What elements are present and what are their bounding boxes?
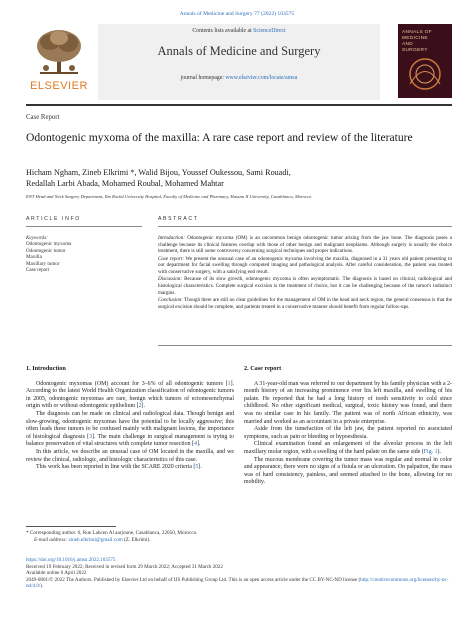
contents-line [98,28,380,34]
license-text: 2049-0801/© 2022 The Authors. Published by Elsevier Ltd on behalf of IJS Publishing Group Ltd. This is an open access article under the CC BY-NC-ND license (http://creativecommons.org/licenses/by-nc-nd/4.0/). [26,576,449,590]
header-divider [26,104,452,106]
footnote-divider [26,526,116,527]
citation-link[interactable]: 2 [138,403,142,410]
authors-line: Redallah Larbi Abada, Mohamed Roubal, Mohamed Mahtar [26,179,224,188]
case-report-section [244,365,452,487]
authors-line: Hicham Ngham, Zineb Elkrimi *, Walid Bijou, Youssef Oukessou, Sami Rouadi, [26,168,291,177]
doi-link[interactable]: https://doi.org/10.1016/j.amsu.2022.103575 [26,557,116,563]
available-online: Available online 6 April 2022 [26,570,87,577]
paragraph: This work has been reported in line with the SCARE 2020 criteria [5]. [36,464,202,471]
sciencedirect-link[interactable]: ScienceDirect [253,28,286,34]
email-line: E-mail address: zineb.elkrimi@gmail.com (Z. Elkrimi). [34,536,151,543]
received-dates: Received 19 February 2022; Received in revised form 29 March 2022; Accepted 31 March 2022 [26,563,223,570]
abstract-conclusion [158,297,452,310]
paragraph: Aside from the tumefaction of the left jaw, the patient reported no associated symptoms, such as pain or bleeding or hypoesthesia. [244,426,452,440]
article-info-heading: ARTICLE INFO [26,216,81,222]
elsevier-logo [26,24,92,100]
publisher-name: ELSEVIER [30,80,88,92]
masthead [26,24,452,102]
cover-art-icon [404,54,446,94]
journal-title: Annals of Medicine and Surgery [157,44,321,58]
abstract-label: Conclusion: [158,296,183,303]
abstract-heading: ABSTRACT [158,216,199,222]
affiliation: ENT Head and Neck Surgery Department, Ibn Rochd University Hospital, Faculty of Medicine and Pharmacy, Hassan II University, Casablanca, Morocco [26,194,312,199]
paragraph: Odontogenic myxomas (OM) account for 3–6% of all odontogenic tumors [1]. According to the latest World Health Organization classification of odontogenic tumors in 2005, odontogenic myxomas are rare, benign which tumors of ectomesenchymal origin with or without odontogenic epithelium [2]. [26,380,234,410]
abstract-end-divider [158,345,452,346]
homepage-prefix: journal homepage: [180,75,226,81]
cover-line: AND [402,42,414,47]
citation-link[interactable]: 1 [227,380,231,387]
abstract-text: Because of its slow growth, odontogenic myxoma is often asymptomatic. The diagnosis is based on clinical, radiological and histological characteristics. Complete surgical excision is the treatment of choice, but it can be challenging because of the tumor's indistinct margins. [158,276,452,296]
introduction-section [26,365,234,472]
homepage-line [98,75,380,81]
email-link[interactable]: zineb.elkrimi@gmail.com [68,536,123,543]
abstract-body [158,235,452,311]
contents-prefix: Contents lists available at [192,28,254,34]
citation-link[interactable]: 5 [195,464,199,471]
paragraph: Clinical examination found an enlargement of the alveolar process in the left maxillary molar region, with a swelling of the hard palate on the same side (Fig. 1). [244,441,452,455]
journal-cover [398,24,452,98]
corresponding-author-footnote [26,530,446,543]
citation-link[interactable]: 4 [194,441,197,448]
abstract-introduction [158,235,452,255]
keyword: Case report [26,267,50,274]
elsevier-tree-icon [34,28,84,76]
abstract-label: Discussion: [158,276,183,283]
article-title: Odontogenic myxoma of the maxilla: A rare case report and review of the literature [26,131,413,144]
license-link[interactable]: http://creativecommons.org/licenses/by-nc-nd/4.0/ [26,576,449,590]
article-info-divider [26,226,142,227]
abstract-text: Odontogenic myxoma (OM) is an uncommon benign odontogenic tumor arising from the jaw bone. The diagnosis poses a challenge because its clinical features overlap with those of other benign and malignant neoplasms. Although surgery is usually the choice treatment, there is still some controversy concerning surgical techniques and proper indications. [158,235,452,255]
paragraph: The mucous membrane covering the tumor mass was regular and normal in color and appearance; there were no signs of a fistula or an ulceration. On palpation, the mass was of hard consistency, painless, and seemed attached to the bone, allowing for no mobility. [244,456,452,486]
abstract-text: Though there are still no clear guidelines for the management of OM in the head and neck region, the general consensus is that the surgical excision should be complete, and patients treated in a conservative manner should benefit from regular follow-ups. [158,296,452,310]
keywords-block [26,235,126,273]
citation-link[interactable]: 3 [89,433,93,440]
abstract-case [158,256,452,276]
author-list [26,167,446,189]
footnote-text: * Corresponding author. 6, Rue Lahcen Al aarjoune, Casablanca, 22050, Morocco. [26,530,198,536]
journal-banner [98,24,380,100]
paragraph: The diagnosis can be made on clinical and radiological data. Though benign and slow-growing, odontogenic myxomas have the potential to be locally aggressive; this often leads these tumors to be confused mainly with malignant lesions, the importance of histological diagnosis [3]. The main challenge in surgical management is trying to balance preservation of vital structures with complete tumor resection [4]. [26,410,234,448]
keywords-label: Keywords: [26,235,48,241]
abstract-text: We present the unusual case of an odontogenic myxoma involving the maxilla, diagnosed in a 31 years old patient presenting to our department for facial swelling through computed imaging and pathological analysis. After careful consideration, the patient was treated with conservative surgery, with a satisfying end result. [158,255,452,276]
abstract-divider [158,226,452,227]
abstract-label: Introduction: [158,235,185,241]
paragraph: A 31-year-old man was referred to our department by his family physician with a 2-month history of an increasing prominence over his left maxilla, and swelling of his palate. He reported that he had a long history of tooth sensitivity to cold since childhood. No other significant medical, surgical, toxic history was found, and there was no similar case in his family. The patient was of north African ethnicity, was married and worked as an accountant in a private enterprise. [244,380,452,425]
publication-meta [26,557,452,590]
cover-line: SURGERY [402,48,428,53]
article-type: Case Report [26,114,60,121]
journal-homepage-link[interactable]: www.elsevier.com/locate/amsu [225,75,298,81]
keyword: Odontogenic tumor [26,247,66,254]
keyword: Maxillary tumor [26,260,60,267]
keyword: Maxilla [26,254,42,261]
paragraph: In this article, we describe an unusual case of OM located in the maxilla, and we review the clinical, radiologic, and histologic characteristics of this case. [26,448,234,463]
figure-link[interactable]: Fig. 1 [423,448,438,455]
section-heading: 2. Case report [244,365,282,372]
keyword: Odontogenic myxoma [26,241,72,248]
abstract-discussion [158,276,452,296]
journal-citation: Annals of Medicine and Surgery 77 (2022) 103575 [179,11,295,17]
section-heading: 1. Introduction [26,365,66,372]
abstract-label: Case report: [158,255,185,262]
cover-line: ANNALS OF [402,30,432,35]
cover-title [402,30,432,54]
cover-line: MEDICINE [402,36,428,41]
